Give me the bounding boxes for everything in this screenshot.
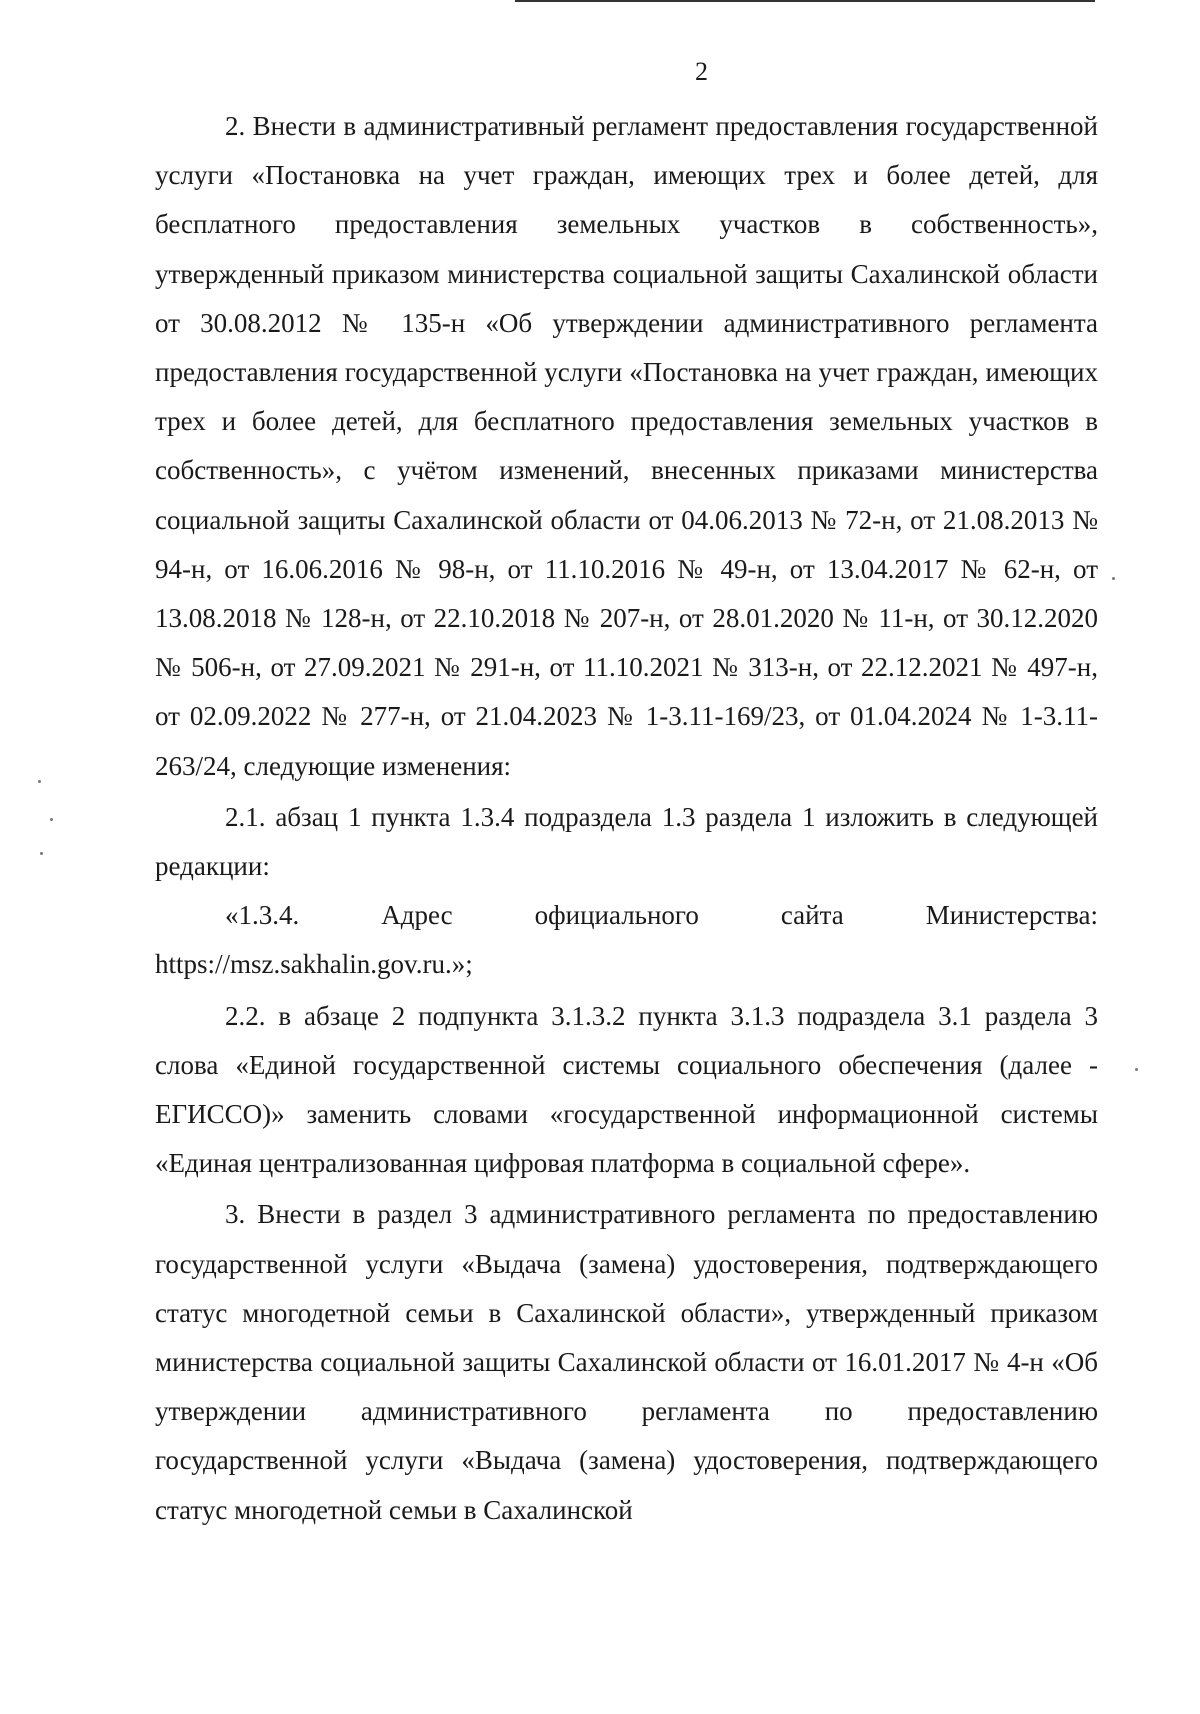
page-number: 2 [695, 57, 708, 86]
paragraph-2-1-quote-line-2: https://msz.sakhalin.gov.ru.»; [155, 949, 473, 980]
scan-speck [40, 852, 43, 855]
scan-speck [1135, 1068, 1138, 1071]
top-edge-rule [515, 0, 1095, 2]
paragraph-2-1: 2.1. абзац 1 пункта 1.3.4 подраздела 1.3 раздела 1 изложить в следующей редакции: [155, 801, 1098, 882]
scan-speck [1112, 577, 1115, 580]
paragraph-3: 3. Внести в раздел 3 административного регламента по предоставлению государственной услуги «Выдача (замена) удостоверения, подтверждающего статус многодетной семьи в Сахалинской области», утвержденный приказом министерства социальной защиты Сахалинской области от 16.01.2017 № 4-н «Об утверждении административного регламента по предоставлению государственной услуги «Выдача (замена) удостоверения, подтверждающего статус многодетной семьи в Сахалинской [155, 1199, 1098, 1525]
paragraph-2: 2. Внести в административный регламент предоставления государственной услуги «Постановка на учет граждан, имеющих трех и более детей, для бесплатного предоставления земельных участков в собственность», утвержденный приказом министерства социальной защиты Сахалинской области от 30.08.2012 № 135-н «Об утверждении административного регламента предоставления государственной услуги «Постановка на учет граждан, имеющих трех и более детей, для бесплатного предоставления земельных участков в собственность», с учётом изменений, внесенных приказами министерства социальной защиты Сахалинской области от 04.06.2013 № 72-н, от 21.08.2013 № 94-н, от 16.06.2016 № 98-н, от 11.10.2016 № 49-н, от 13.04.2017 № 62-н, от 13.08.2018 № 128-н, от 22.10.2018 № 207-н, от 28.01.2020 № 11-н, от 30.12.2020 № 506-н, от 27.09.2021 № 291-н, от 11.10.2021 № 313-н, от 22.12.2021 № 497-н, от 02.09.2022 № 277-н, от 21.04.2023 № 1-3.11-169/23, от 01.04.2024 № 1-3.11-263/24, следующие изменения: [155, 111, 1098, 781]
paragraph-2-1-quote-line-1: «1.3.4. Адрес официального сайта Министерства: [225, 900, 1098, 931]
scan-speck [38, 780, 41, 783]
scan-speck [50, 818, 53, 821]
paragraph-2-2: 2.2. в абзаце 2 подпункта 3.1.3.2 пункта 3.1.3 подраздела 3.1 раздела 3 слова «Единой государственной системы социального обеспечения (далее - ЕГИССО)» заменить словами «государственной информационной системы «Единая централизованная цифровая платформа в социальной сфере». [155, 1000, 1098, 1179]
document-page [155, 52, 1098, 1535]
